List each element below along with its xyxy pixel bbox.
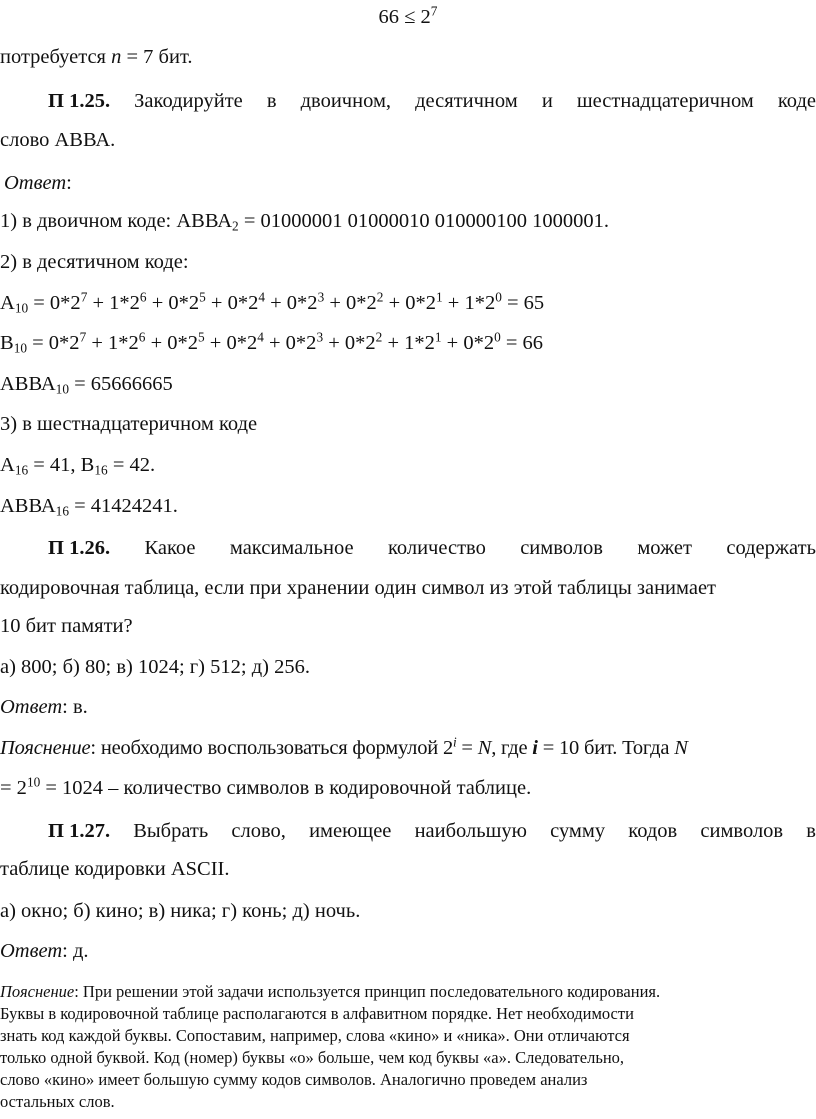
p125-decimal-head: 2) в десятичном коде: [0,251,189,273]
top-formula-exp: 7 [430,3,438,19]
p125-a10-line: $А_{10} = 0*2^7 + 1*2^6 + 0*2^5 + 0*2^4 + 0*2^3 + 0*2^2 + 0*2^1 + 1*2^0 = 65$ [0,289,545,316]
p125-label: П 1.25. [48,90,111,112]
p125-hex-head: 3) в шестнадцатеричном коде [0,413,258,435]
p125-answer-label: Ответ: [4,172,72,194]
p127-explanation-line3: знать код каждой буквы. Сопоставим, например, слова «кино» и «ника». Они отличаются [0,1026,630,1045]
p126-label: П 1.26. [48,537,111,559]
top-formula-base: 66 ≤ 2 [378,6,431,28]
p125-abba16-line: $АВВА_{16} = 41424241$. [0,495,178,519]
p126-question-line1: П 1.26. Какое максимальное количество символов может содержать [48,537,816,559]
p126-question-line2: кодировочная таблица, если при хранении один символ из этой таблицы занимает [0,577,716,599]
p127-explanation-line4: только одной буквой. Код (номер) буквы «о» больше, чем код буквы «а». Следовательно, [0,1048,625,1067]
p127-answer: Ответ: д. [0,940,89,962]
p125-binary-line: 1) в двоичном коде: $АВВА_2 = 01000001$ 01000010 010000100 1000001. [0,210,609,234]
p125-abba10-line: $АВВА_{10} = 65666665$ [0,373,173,397]
p127-question-line2: таблице кодировки ASCII. [0,858,230,880]
p127-label: П 1.27. [48,820,111,842]
p125-b10-line: $В_{10} = 0*2^7 + 1*2^6 + 0*2^5 + 0*2^4 + 0*2^3 + 0*2^2 + 1*2^1 + 0*2^0 = 66$ [0,329,544,356]
p127-explanation-line2: Буквы в кодировочной таблице располагаются в алфавитном порядке. Нет необходимости [0,1004,634,1023]
intro-line: потребуется n = 7 бит. [0,46,193,68]
p126-answer: Ответ: в. [0,696,88,718]
top-formula [0,4,816,30]
p127-question-line1: П 1.27. Выбрать слово, имеющее наибольшую сумму кодов символов в [48,820,816,842]
p126-explanation-line1: Пояснение: необходимо воспользоваться формулой $2^i = N$, где i = 10 бит. Тогда N [0,734,688,759]
p127-explanation-line1: Пояснение: При решении этой задачи используется принцип последовательного кодирования. [0,982,661,1001]
p127-options: а) окно; б) кино; в) ника; г) конь; д) ночь. [0,900,361,922]
p125-title-line1: П 1.25. Закодируйте в двоичном, десятичном и шестнадцатеричном коде [48,90,816,112]
p125-hex-ab-line: $А_{16} = 41$, $В_{16} = 42$. [0,454,156,478]
p127-explanation-line5: слово «кино» имеет большую сумму кодов символов. Аналогично проведем анализ [0,1070,588,1089]
p126-question-line3: 10 бит памяти? [0,615,133,637]
p126-options: а) 800; б) 80; в) 1024; г) 512; д) 256. [0,656,310,678]
p125-title-line2: слово АВВА. [0,129,116,151]
p126-explanation-line2: = $2^{10} = 1024$ – количество символов в кодировочной таблице. [0,774,532,799]
p127-explanation-line6: остальных слов. [0,1092,115,1111]
